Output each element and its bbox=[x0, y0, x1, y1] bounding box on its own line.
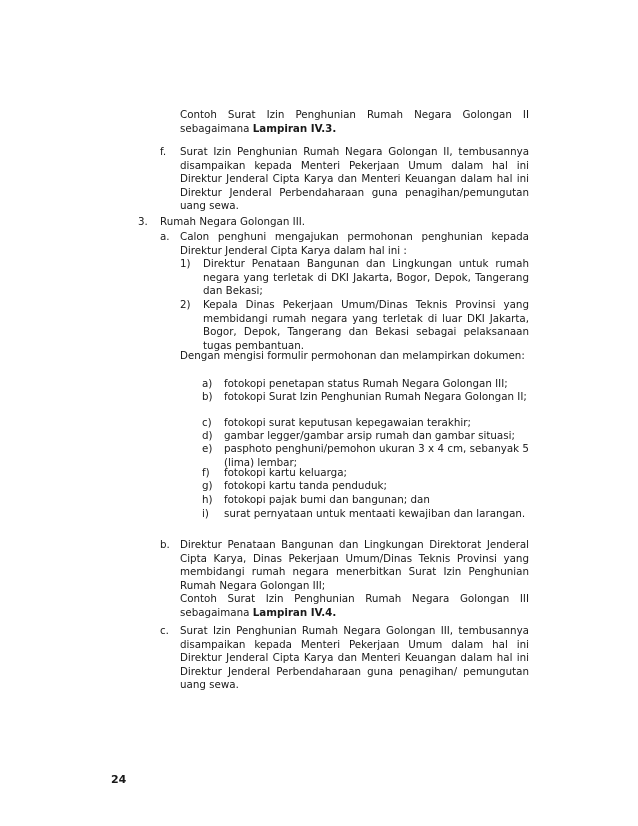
item-3b-label: b. bbox=[160, 539, 170, 551]
doc-item-label: f) bbox=[202, 467, 210, 479]
doc-item-text: fotokopi penetapan status Rumah Negara Golongan III; bbox=[224, 378, 508, 390]
doc-item-text: fotokopi kartu keluarga; bbox=[224, 467, 347, 479]
section-3-title: Rumah Negara Golongan III. bbox=[160, 216, 306, 228]
doc-item-label: e) bbox=[202, 443, 213, 455]
doc-item-label: a) bbox=[202, 378, 213, 390]
sub-item-label: 2) bbox=[180, 299, 191, 311]
doc-item-label: i) bbox=[202, 508, 209, 520]
doc-item-text: pasphoto penghuni/pemohon ukuran 3 x 4 cm, sebanyak 5 (lima) lembar; bbox=[224, 443, 529, 469]
doc-item-label: d) bbox=[202, 430, 213, 442]
doc-item-label: h) bbox=[202, 494, 213, 506]
sub-item-label: 1) bbox=[180, 258, 191, 270]
doc-item-text: fotokopi kartu tanda penduduk; bbox=[224, 480, 387, 492]
item-3c-text: Surat Izin Penghunian Rumah Negara Golongan III, tembusannya disampaikan kepada Menteri Pekerjaan Umum dalam hal ini Direktur Jenderal Cipta Karya dan Menteri Keuangan dalam hal ini Direktur Jenderal Perbendaharaan guna penagihan/ pemungutan uang sewa. bbox=[180, 625, 529, 692]
doc-item-label: g) bbox=[202, 480, 213, 492]
page-number: 24 bbox=[111, 773, 127, 786]
item-f-label: f. bbox=[160, 146, 167, 158]
intro-lampiran-ref: Lampiran IV.3. bbox=[252, 122, 337, 135]
form-instruction: Dengan mengisi formulir permohonan dan melampirkan dokumen: bbox=[180, 350, 525, 362]
intro-paragraph bbox=[180, 109, 529, 136]
doc-item-text: surat pernyataan untuk mentaati kewajiban dan larangan. bbox=[224, 508, 526, 520]
section-3-label: 3. bbox=[138, 216, 148, 228]
item-3a-label: a. bbox=[160, 231, 170, 243]
item-3b-example-text: Contoh Surat Izin Penghunian Rumah Negara Golongan III sebagaimana bbox=[180, 593, 529, 619]
doc-item-text: fotokopi Surat Izin Penghunian Rumah Negara Golongan II; bbox=[224, 391, 527, 403]
sub-item-text: Direktur Penataan Bangunan dan Lingkungan untuk rumah negara yang terletak di DKI Jakarta, Bogor, Depok, Tangerang dan Bekasi; bbox=[203, 258, 529, 298]
doc-item-text: fotokopi pajak bumi dan bangunan; dan bbox=[224, 494, 430, 506]
doc-item-label: c) bbox=[202, 417, 212, 429]
doc-item-text: fotokopi surat keputusan kepegawaian terakhir; bbox=[224, 417, 471, 429]
item-f-text: Surat Izin Penghunian Rumah Negara Golongan II, tembusannya disampaikan kepada Menteri Pekerjaan Umum dalam hal ini Direktur Jenderal Cipta Karya dan Menteri Keuangan dalam hal ini Direktur Jenderal Perbendaharaan guna penagihan/pemungutan uang sewa. bbox=[180, 146, 529, 213]
doc-item-text: gambar legger/gambar arsip rumah dan gambar situasi; bbox=[224, 430, 515, 442]
item-3a-text: Calon penghuni mengajukan permohonan penghunian kepada Direktur Jenderal Cipta Karya dalam hal ini : bbox=[180, 231, 529, 257]
sub-item-text: Kepala Dinas Pekerjaan Umum/Dinas Teknis Provinsi yang membidangi rumah negara yang terletak di luar DKI Jakarta, Bogor, Depok, Tangerang dan Bekasi sebagai pelaksanaan tugas pembantuan. bbox=[203, 299, 529, 352]
doc-item-label: b) bbox=[202, 391, 213, 403]
intro-text: Contoh Surat Izin Penghunian Rumah Negara Golongan II sebagaimana bbox=[180, 109, 529, 135]
item-3c-label: c. bbox=[160, 625, 169, 637]
item-3b-text: Direktur Penataan Bangunan dan Lingkungan Direktorat Jenderal Cipta Karya, Dinas Pekerjaan Umum/Dinas Teknis Provinsi yang membidangi rumah negara menerbitkan Surat Izin Penghunian Rumah Negara Golongan III; bbox=[180, 539, 529, 592]
item-3b-example bbox=[180, 593, 529, 620]
item-3b-lampiran-ref: Lampiran IV.4. bbox=[252, 606, 337, 619]
